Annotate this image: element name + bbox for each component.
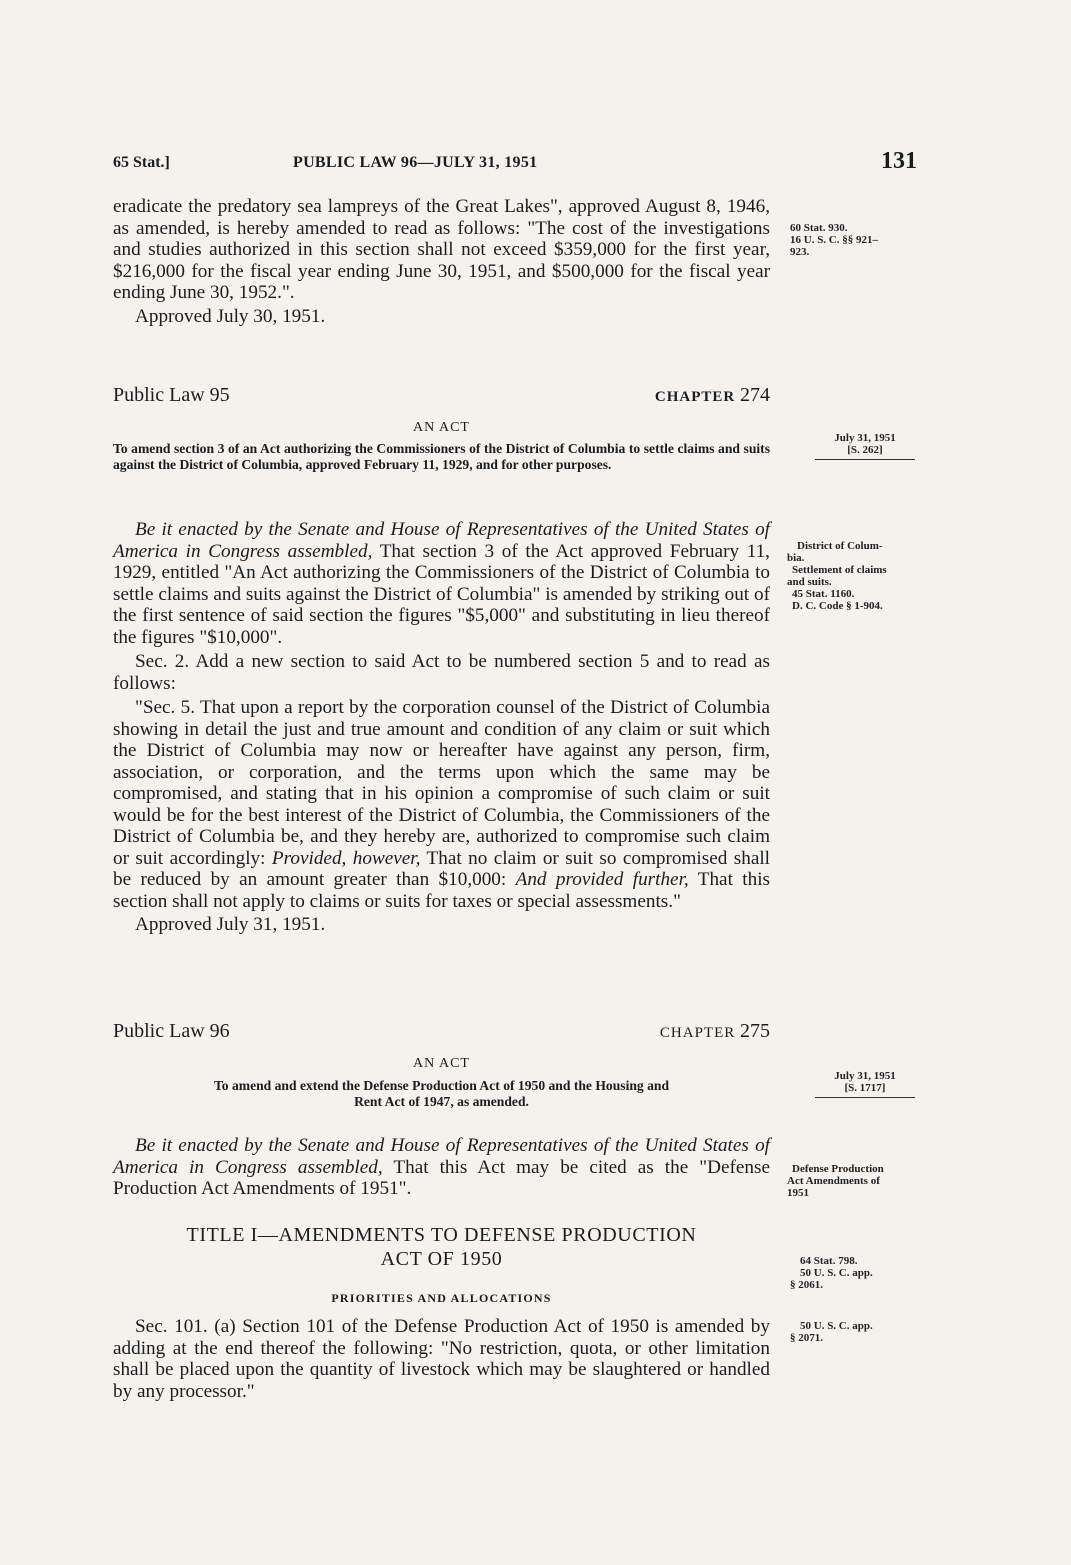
- law-95-section-2: Sec. 2. Add a new section to said Act to be numbered section 5 and to read as follows:: [113, 651, 770, 694]
- title-i-line-1: TITLE I—AMENDMENTS TO DEFENSE PRODUCTION: [186, 1224, 697, 1246]
- margin-note-line: Settlement of claims: [792, 564, 887, 576]
- public-law-96-label: Public Law 96: [113, 1020, 230, 1042]
- margin-note-line: § 2071.: [790, 1332, 823, 1344]
- title-i-heading: [113, 1223, 770, 1271]
- approved-line-2: Approved July 31, 1951.: [135, 914, 326, 935]
- margin-note-4: [790, 1255, 873, 1291]
- margin-note-line: District of Colum-: [797, 540, 883, 552]
- public-law-96-line: [113, 1020, 770, 1044]
- volume-reference: 65 Stat.]: [113, 154, 170, 171]
- margin-rule: [815, 459, 915, 460]
- chapter-274: [655, 384, 770, 407]
- chapter-number: 275: [740, 1020, 770, 1042]
- law-96-enacting-clause: [113, 1135, 770, 1200]
- sec5-text-b: That no claim or suit so compromised shall be reduced by an amount greater than $10,000:: [113, 847, 771, 890]
- opening-paragraph: eradicate the predatory sea lampreys of the Great Lakes", approved August 8, 1946, as amended, is hereby amended to read as follows: "The cost of the investigations and studies authorized in this section shall not exceed $359,000 for the first year, $216,000 for the fiscal year ending June 30, 1951, and $500,000 for the fiscal year ending June 30, 1952.".: [113, 196, 770, 303]
- sec5-text-a: "Sec. 5. That upon a report by the corporation counsel of the District of Columbia showing in detail the just and true amount and condition of any claim or suit which the District of Columbia may now or hereafter have against any person, firm, association, or corporation, and the terms upon which the same may be compromised, and stating that in his opinion a compromise of such claim or suit would be for the best interest of the District of Columbia, the Commissioners of the District of Columbia be, and they hereby are, authorized to compromise such claim or suit accordingly:: [113, 697, 770, 869]
- margin-note-line: 50 U. S. C. app.: [800, 1320, 873, 1332]
- margin-note-line: 60 Stat. 930.: [790, 222, 848, 234]
- page-header: [113, 148, 921, 178]
- sec5-italic-1: Provided, however,: [271, 847, 421, 869]
- opening-section: [113, 196, 770, 327]
- an-act-label-1: AN ACT: [413, 420, 470, 435]
- margin-bill-number: [S. 262]: [847, 444, 883, 456]
- law-95-body: [113, 519, 770, 936]
- law-96-title-line-2: Rent Act of 1947, as amended.: [354, 1094, 529, 1109]
- law-96-body: [113, 1135, 770, 1200]
- margin-note-line: bia.: [787, 552, 805, 564]
- law-96-title: [113, 1078, 770, 1110]
- sec5-text-c: That this section shall not apply to claims or suits for taxes or special assessments.": [113, 869, 770, 912]
- priorities-subheading: PRIORITIES AND ALLOCATIONS: [331, 1291, 552, 1305]
- chapter-number: 274: [740, 384, 770, 406]
- page-number: 131: [881, 148, 917, 174]
- margin-date-line: July 31, 1951: [834, 432, 896, 444]
- margin-note-line: 64 Stat. 798.: [800, 1255, 858, 1267]
- margin-note-line: Defense Production: [792, 1163, 884, 1175]
- margin-note-line: 45 Stat. 1160.: [792, 588, 855, 600]
- margin-date-1: [815, 432, 915, 460]
- section-101-text: Sec. 101. (a) Section 101 of the Defense Production Act of 1950 is amended by adding at the end thereof the following: "No restriction, quota, or other limitation shall be placed upon the quantity of livestock which may be slaughtered or handled by any processor.": [113, 1316, 770, 1402]
- public-law-95-line: [113, 384, 770, 408]
- margin-note-line: D. C. Code § 1-904.: [792, 600, 883, 612]
- margin-note-line: 50 U. S. C. app.: [800, 1267, 873, 1279]
- enacting-italic: Be it enacted by the Senate and House of Representatives of the United States of America in Congress assembled,: [113, 519, 770, 562]
- law-95-section-5: [113, 697, 770, 912]
- law-95-enacting-clause: [113, 519, 770, 648]
- public-law-95-label: Public Law 95: [113, 384, 230, 406]
- margin-date-line: July 31, 1951: [834, 1070, 896, 1082]
- enacting-rest: That section 3 of the Act approved February 11, 1929, entitled "An Act authorizing the Commissioners of the District of Columbia to settle claims and suits against the District of Columbia" is amended by striking out of the first sentence of said section the figures "$5,000" and substituting in lieu thereof the figures "$10,000".: [113, 540, 770, 648]
- chapter-label: CHAPTER: [659, 1025, 736, 1041]
- margin-note-line: 923.: [790, 246, 810, 258]
- margin-note-1: [790, 222, 878, 258]
- margin-note-line: § 2061.: [790, 1279, 823, 1291]
- chapter-label: CHAPTER: [654, 389, 736, 405]
- margin-bill-number: [S. 1717]: [844, 1082, 886, 1094]
- margin-note-5: [790, 1320, 873, 1344]
- margin-note-line: Act Amendments of: [787, 1175, 880, 1187]
- enacting-rest: That this Act may be cited as the "Defense Production Act Amendments of 1951".: [113, 1156, 770, 1199]
- approved-line-1: Approved July 30, 1951.: [135, 305, 326, 327]
- margin-note-line: 1951: [787, 1187, 809, 1199]
- running-title: PUBLIC LAW 96—JULY 31, 1951: [293, 154, 538, 171]
- margin-note-3: [787, 1163, 884, 1199]
- law-96-title-line-1: To amend and extend the Defense Production Act of 1950 and the Housing and: [213, 1078, 670, 1093]
- margin-note-line: 16 U. S. C. §§ 921–: [790, 234, 879, 246]
- section-101-body: [113, 1316, 770, 1402]
- margin-rule: [815, 1097, 915, 1098]
- margin-date-2: [815, 1070, 915, 1098]
- title-i-line-2: ACT OF 1950: [380, 1248, 503, 1270]
- margin-note-line: and suits.: [787, 576, 832, 588]
- margin-note-2: [787, 540, 887, 612]
- chapter-275: [660, 1020, 770, 1043]
- law-95-title: To amend section 3 of an Act authorizing the Commissioners of the District of Columbia to settle claims and suits against the District of Columbia, approved February 11, 1929, and for other purposes.: [113, 441, 770, 472]
- enacting-italic: Be it enacted by the Senate and House of Representatives of the United States of America in Congress assembled,: [113, 1135, 770, 1178]
- an-act-label-2: AN ACT: [413, 1056, 470, 1071]
- sec5-italic-2: And provided further,: [515, 869, 689, 890]
